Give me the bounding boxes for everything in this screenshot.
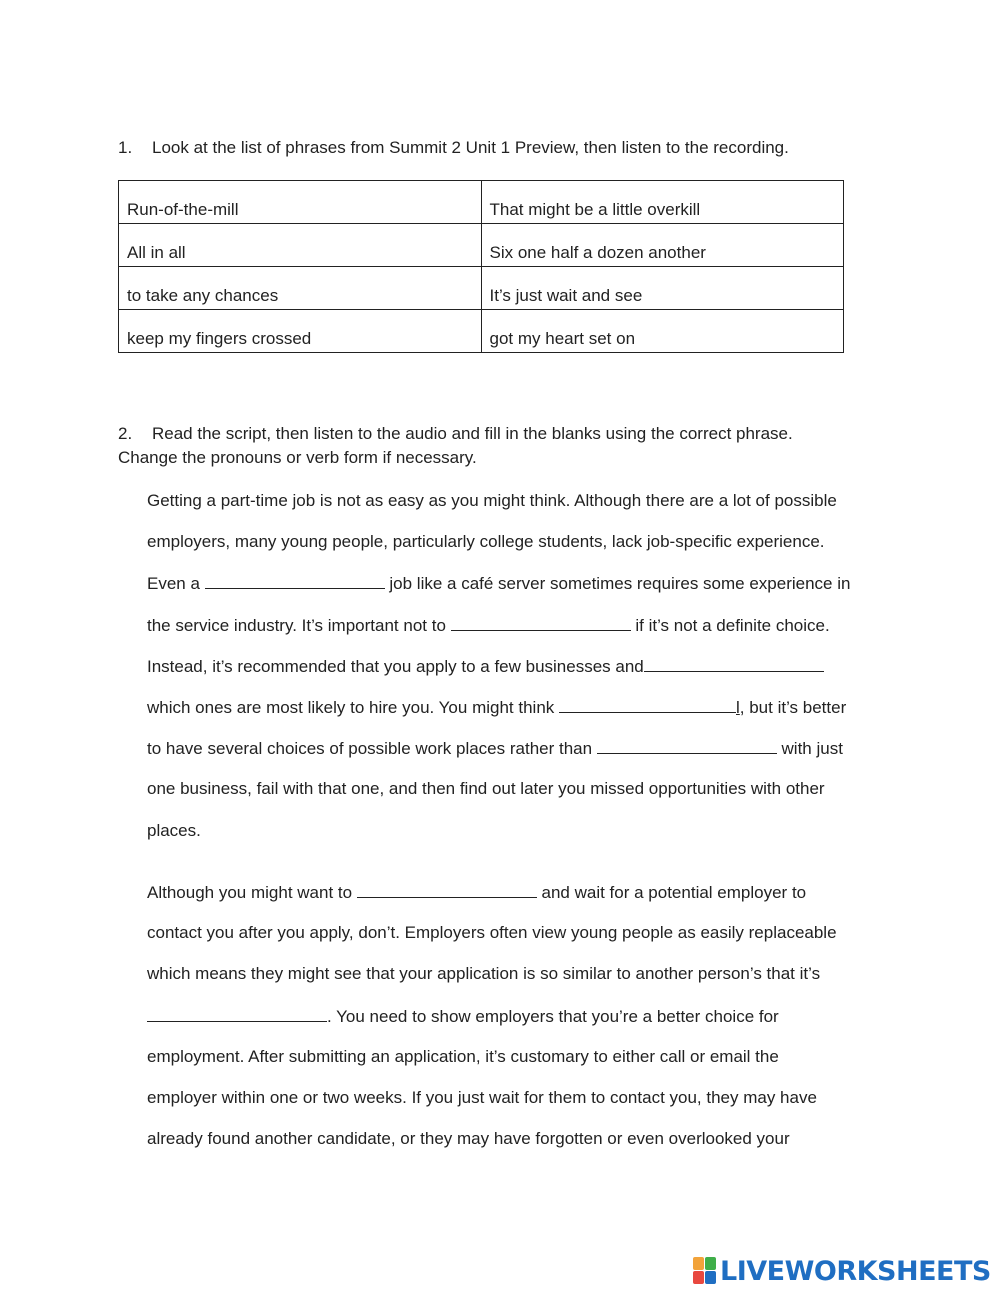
table-cell: to take any chances	[119, 267, 482, 310]
text-segment: Instead, it’s recommended that you apply to a few businesses and	[147, 656, 644, 676]
table-cell: got my heart set on	[481, 310, 844, 353]
paragraph-line: employer within one or two weeks. If you just wait for them to contact you, they may have	[147, 1087, 817, 1107]
paragraph-line: employers, many young people, particularly college students, lack job-specific experience.	[147, 532, 825, 552]
text-segment: if it’s not a definite choice.	[630, 615, 830, 635]
table-row	[119, 310, 844, 353]
liveworksheets-logo-icon	[693, 1257, 717, 1285]
paragraph-line: contact you after you apply, don’t. Employers often view young people as easily replaceable	[147, 923, 837, 943]
paragraph-line	[147, 736, 907, 777]
text-segment: the service industry. It’s important not to	[147, 615, 451, 635]
table-row	[119, 224, 844, 267]
question-2-text-line2: Change the pronouns or verb form if necessary.	[118, 448, 477, 467]
blank-7[interactable]	[147, 1004, 327, 1022]
text-segment: Even a	[147, 574, 205, 594]
liveworksheets-logo	[693, 1255, 991, 1287]
table-cell: It’s just wait and see	[481, 267, 844, 310]
blank-5[interactable]	[597, 736, 777, 754]
paragraph-line	[147, 613, 907, 654]
paragraph-line: which means they might see that your application is so similar to another person’s that it’s	[147, 964, 821, 984]
blank-4[interactable]	[559, 695, 736, 713]
paragraph-line	[147, 654, 907, 695]
text-segment: with just	[776, 739, 843, 759]
paragraph-line	[147, 880, 907, 921]
text-segment: job like a café server sometimes requires some experience in	[384, 574, 851, 594]
blank-3[interactable]	[644, 654, 824, 672]
text-segment: and wait for a potential employer to	[536, 883, 807, 902]
paragraph-line: one business, fail with that one, and then find out later you missed opportunities with other	[147, 779, 825, 799]
table-cell: keep my fingers crossed	[119, 310, 482, 353]
paragraph-line	[147, 571, 907, 612]
table-cell: All in all	[119, 224, 482, 267]
blank-6[interactable]	[357, 880, 537, 898]
paragraph-line	[147, 695, 907, 736]
paragraph-line: places.	[147, 820, 201, 840]
paragraph-line: employment. After submitting an application, it’s customary to either call or email the	[147, 1046, 779, 1066]
blank-1[interactable]	[205, 571, 385, 589]
script-paragraph-1	[147, 489, 907, 860]
paragraph-line: Getting a part-time job is not as easy as you might think. Although there are a lot of possible	[147, 491, 837, 510]
table-row	[119, 267, 844, 310]
underlined-letter: l	[736, 697, 740, 717]
table-cell: Run-of-the-mill	[119, 181, 482, 224]
paragraph-line	[147, 1004, 907, 1045]
table-row	[119, 181, 844, 224]
question-1-number: 1.	[118, 138, 133, 157]
script-paragraph-2	[147, 880, 907, 1168]
table-cell: Six one half a dozen another	[481, 224, 844, 267]
question-1-text: Look at the list of phrases from Summit 2 Unit 1 Preview, then listen to the recording.	[152, 138, 789, 157]
question-2-text-line1: Read the script, then listen to the audio and fill in the blanks using the correct phrase.	[152, 424, 793, 443]
text-segment: which ones are most likely to hire you. You might think	[147, 697, 559, 717]
text-segment: . You need to show employers that you’re a better choice for	[327, 1006, 779, 1026]
text-segment: , but it’s better	[739, 697, 847, 717]
question-1	[118, 136, 789, 160]
text-segment: to have several choices of possible work places rather than	[147, 739, 597, 759]
paragraph-line: already found another candidate, or they may have forgotten or even overlooked your	[147, 1129, 790, 1149]
liveworksheets-logo-text: LIVEWORKSHEETS	[720, 1255, 991, 1287]
blank-2[interactable]	[451, 613, 631, 631]
phrase-table	[118, 180, 844, 353]
text-segment: Although you might want to	[147, 883, 357, 902]
table-cell: That might be a little overkill	[481, 181, 844, 224]
question-2	[118, 422, 793, 470]
question-2-number: 2.	[118, 424, 133, 443]
